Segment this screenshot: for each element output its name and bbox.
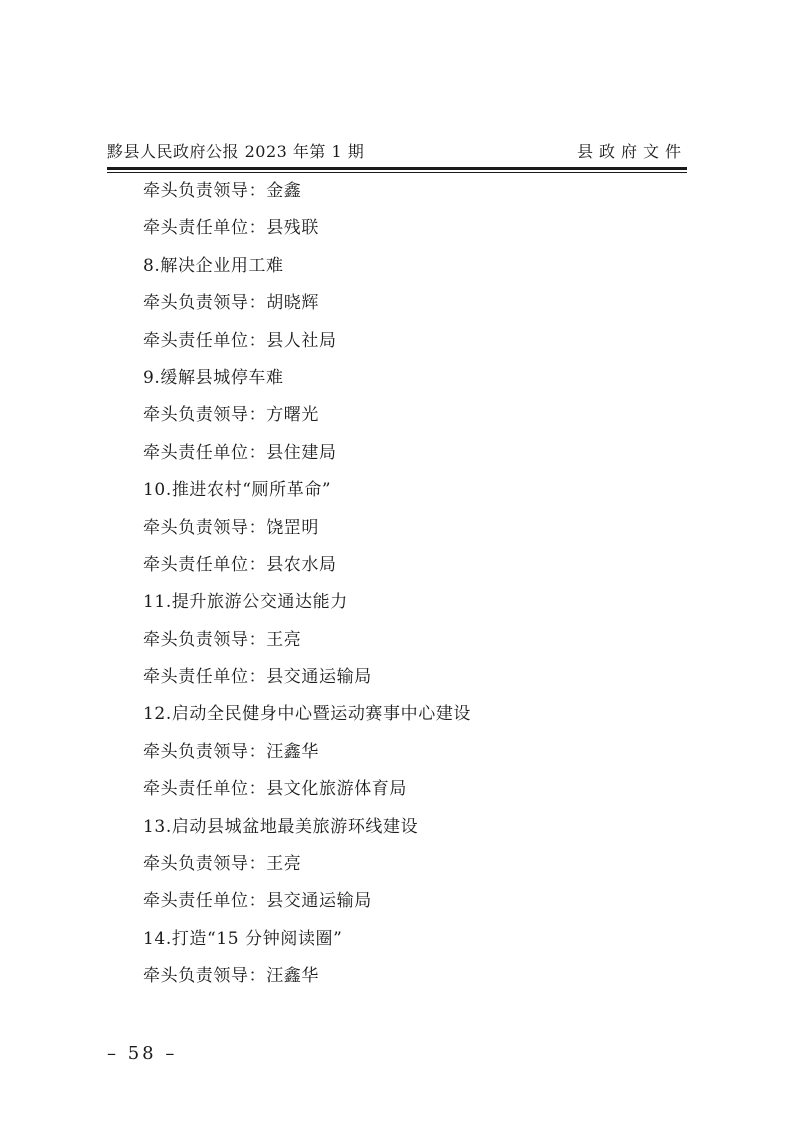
text-line: 牵头负责领导：汪鑫华 xyxy=(143,966,319,987)
text-line: 牵头责任单位：县文化旅游体育局 xyxy=(143,779,407,800)
item-heading: 14.打造“15 分钟阅读圈” xyxy=(143,928,343,949)
page-number: – 58 – xyxy=(107,1043,178,1064)
text-line: 牵头负责领导：胡晓辉 xyxy=(143,293,319,314)
text-line: 牵头负责领导：方曙光 xyxy=(143,405,319,426)
text-line: 牵头负责领导：王亮 xyxy=(143,629,302,650)
text-line: 牵头负责领导：王亮 xyxy=(143,854,302,875)
gazette-title: 黟县人民政府公报 2023 年第 1 期 xyxy=(107,142,365,161)
text-line: 牵头责任单位：县人社局 xyxy=(143,330,337,351)
text-line: 牵头责任单位：县交通运输局 xyxy=(143,891,372,912)
section-title: 县政府文件 xyxy=(576,142,687,161)
text-line: 牵头负责领导：汪鑫华 xyxy=(143,741,319,762)
item-heading: 9.缓解县城停车难 xyxy=(143,367,284,388)
text-line: 牵头负责领导：饶罡明 xyxy=(143,517,319,538)
item-heading: 8.解决企业用工难 xyxy=(143,255,284,276)
running-header xyxy=(107,140,687,164)
text-line: 牵头负责领导：金鑫 xyxy=(143,181,302,201)
header-rule-thick xyxy=(107,167,687,170)
text-line: 牵头责任单位：县残联 xyxy=(143,218,319,239)
text-line: 牵头责任单位：县住建局 xyxy=(143,442,337,463)
document-body xyxy=(143,173,683,996)
text-line: 牵头责任单位：县农水局 xyxy=(143,554,337,575)
item-heading: 12.启动全民健身中心暨运动赛事中心建设 xyxy=(143,704,472,725)
text-line: 牵头责任单位：县交通运输局 xyxy=(143,667,372,688)
item-heading: 11.提升旅游公交通达能力 xyxy=(143,592,348,613)
item-heading: 10.推进农村“厕所革命” xyxy=(143,480,332,501)
item-heading: 13.启动县城盆地最美旅游环线建设 xyxy=(143,816,419,837)
